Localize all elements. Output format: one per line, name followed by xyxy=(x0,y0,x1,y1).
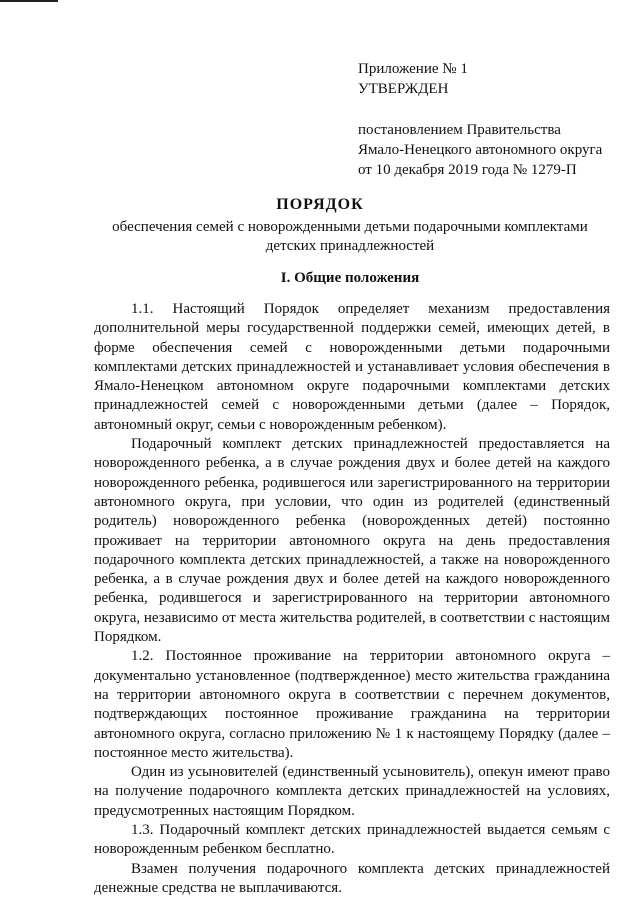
paragraph-1-3: 1.3. Подарочный комплект детских принадлежностей выдается семьям с новорожденным ребенком бесплатно. xyxy=(94,822,610,858)
approval-block xyxy=(358,59,602,180)
paragraph-1-1: 1.1. Настоящий Порядок определяет механизм предоставления дополнительной меры государственной поддержки семей, имеющих детей, в форме обеспечения семей с новорожденными детьми подарочными комплектами детских принадлежностей и устанавливает условия обеспечения в Ямало-Ненецком автономном округе подарочными комплектами детских принадлежностей семей с новорожденными детьми (далее – Порядок, автономный округ, семьи с новорожденным ребенком). xyxy=(94,301,610,433)
appendix-number: Приложение № 1 xyxy=(358,61,468,77)
approval-line-3: от 10 декабря 2019 года № 1279-П xyxy=(358,162,577,178)
paragraph-1-2: 1.2. Постоянное проживание на территории автономного округа – документально установленное (подтвержденное) место жительства гражданина на территории автономного округа в соответствии с перечнем документов, подтверждающих постоянное проживание гражданина на территории автономного округа, согласно приложению № 1 к настоящему Порядку (далее – постоянное место жительства). xyxy=(94,648,610,761)
approval-line-2: Ямало-Ненецкого автономного округа xyxy=(358,142,603,158)
document-title: ПОРЯДОК xyxy=(276,196,364,213)
approved-label: УТВЕРЖДЕН xyxy=(358,81,449,97)
approval-line-1: постановлением Правительства xyxy=(358,122,561,138)
paragraph-gift-set: Подарочный комплект детских принадлежностей предоставляется на новорожденного ребенка, а в случае рождения двух и более детей на каждого новорожденного ребенка, родившегося или зарегистрированного на территории автономного округа, при условии, что один из родителей (единственный родитель) новорожденного ребенка (новорожденных детей) постоянно проживает на территории автономного округа на день предоставления подарочного комплекта детских принадлежностей, а также на новорожденного ребенка, а в случае рождения двух и более детей на каждого новорожденного ребенка, родившегося и зарегистрированного на территории автономного округа, независимо от места жительства родителей, в соответствии с настоящим Порядком. xyxy=(94,436,610,646)
scan-corner-mark xyxy=(0,0,58,2)
paragraph-no-cash: Взамен получения подарочного комплекта детских принадлежностей денежные средства не выплачиваются. xyxy=(94,860,610,896)
document-subtitle: обеспечения семей с новорожденными детьми подарочными комплектами детских принадлежностей xyxy=(112,219,588,254)
document-body xyxy=(94,300,610,898)
section-title: I. Общие положения xyxy=(280,270,420,286)
paragraph-guardians: Один из усыновителей (единственный усыновитель), опекун имеют право на получение подарочного комплекта детских принадлежностей на условиях, предусмотренных настоящим Порядком. xyxy=(94,764,610,819)
